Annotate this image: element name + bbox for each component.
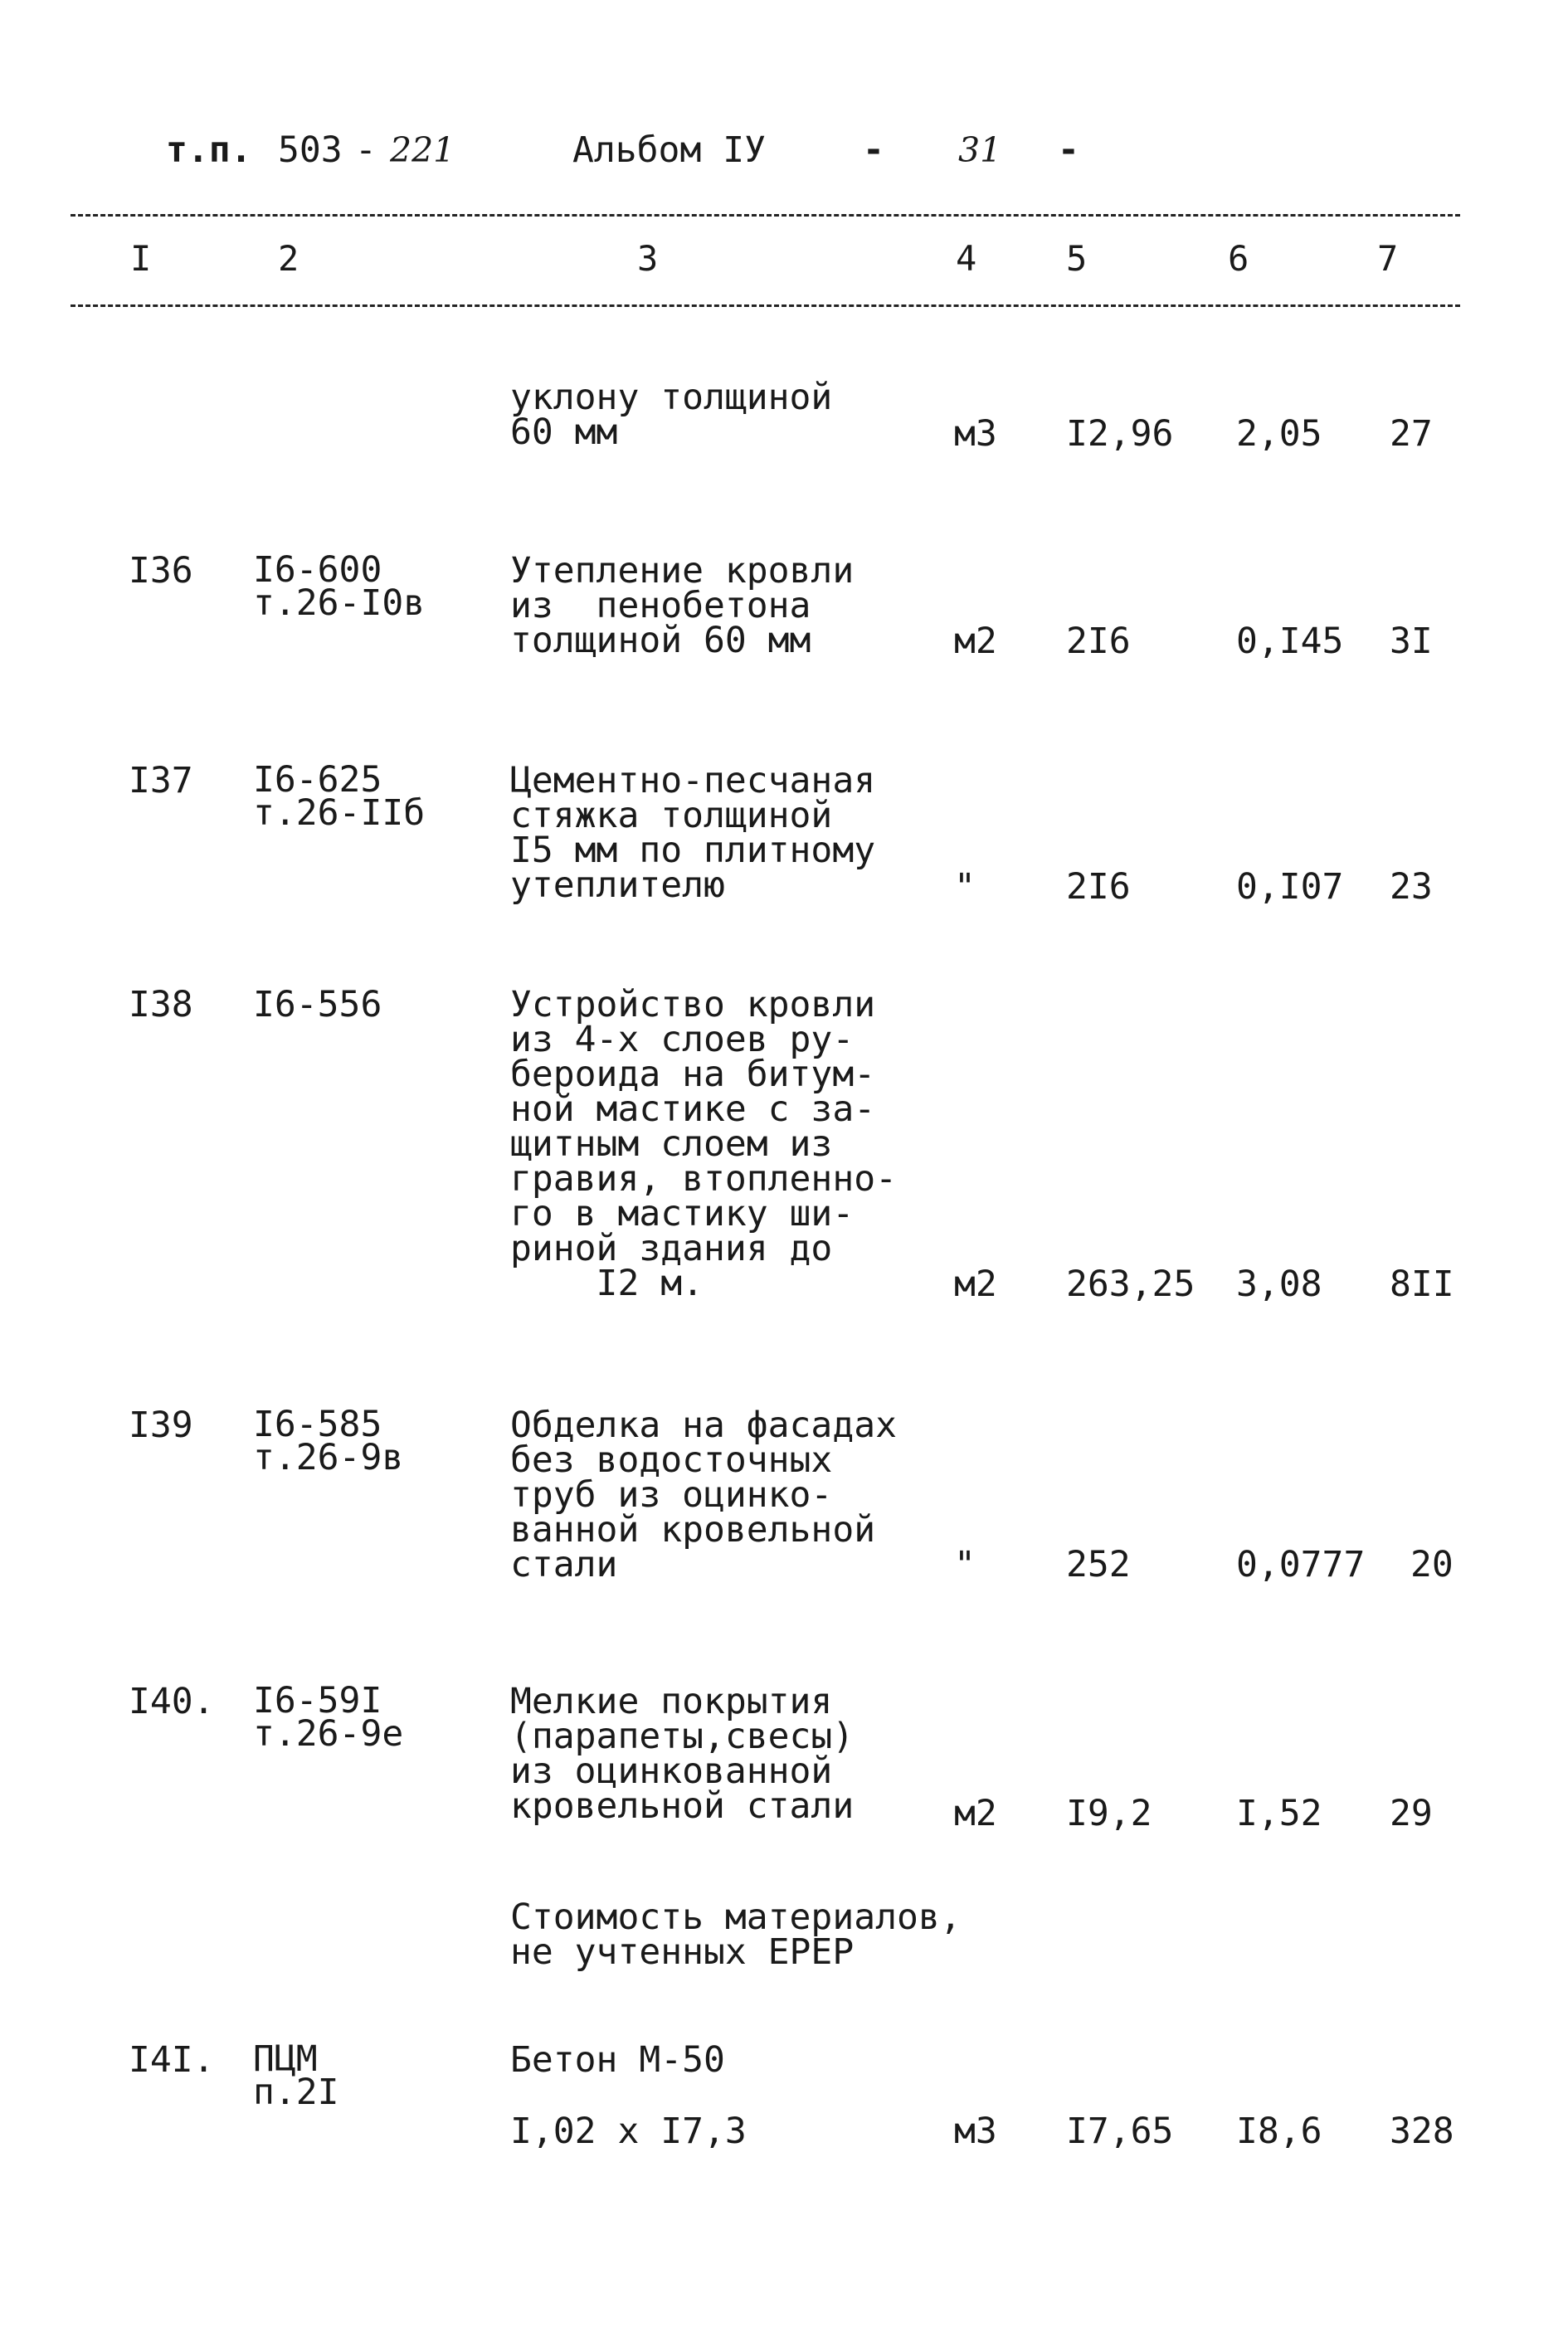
row-unit-price: I,52 [1236, 1793, 1322, 1834]
row-code: I6-59I т.26-9е [253, 1680, 404, 1755]
row-number: I4I. [129, 2039, 215, 2081]
row-code: ПЦМ п.2I [253, 2038, 339, 2113]
row-unit: м2 [954, 1264, 997, 1305]
col-header-7: 7 [1377, 238, 1399, 279]
row-unit-price: 0,I07 [1236, 866, 1344, 908]
row-description: Обделка на фасадах без водосточных труб из оцинко- ванной кровельной стали [510, 1405, 897, 1585]
row-total: 328 [1390, 2111, 1454, 2152]
row-description: Мелкие покрытия (парапеты,свесы) из оцинкованной кровельной стали [510, 1681, 855, 1827]
row-unit: м2 [954, 1793, 997, 1834]
col-header-4: 4 [956, 238, 977, 279]
col-header-5: 5 [1066, 238, 1088, 279]
album-label: Альбом IУ [572, 129, 766, 171]
row-quantity: I7,65 [1066, 2111, 1174, 2152]
row-number: I37 [129, 760, 193, 801]
header-dash-3: - [1058, 129, 1079, 171]
row-description: Устройство кровли из 4-х слоев ру- бероида на битум- ной мастике с за- щитным слоем из гравия, втопленно- го в мастику ши- риной здания до I2 м. [510, 984, 897, 1304]
header-dash-1: - [355, 129, 377, 171]
header-dash-2: - [863, 129, 884, 171]
row-code: I6-556 [253, 984, 382, 1025]
row-total: 23 [1390, 866, 1433, 908]
row-total: 3I [1390, 621, 1433, 662]
row-total: 27 [1390, 413, 1433, 455]
row-quantity: I2,96 [1066, 413, 1174, 455]
row-quantity: 2I6 [1066, 866, 1131, 908]
row-number: I38 [129, 984, 193, 1025]
col-header-1: I [130, 238, 152, 279]
row-quantity: 263,25 [1066, 1264, 1195, 1305]
header-top-rule [71, 214, 1460, 217]
row-number: I36 [129, 550, 193, 592]
row-code: I6-585 т.26-9в [253, 1404, 404, 1478]
row-quantity: 252 [1066, 1544, 1131, 1585]
header-bottom-rule [71, 304, 1460, 307]
col-header-3: 3 [637, 238, 659, 279]
row-unit-price: 2,05 [1236, 413, 1322, 455]
row-total: 20 [1410, 1544, 1454, 1585]
col-header-6: 6 [1228, 238, 1249, 279]
row-unit: м3 [954, 2111, 997, 2152]
row-description: Утепление кровли из пенобетона толщиной 60 мм [510, 550, 855, 661]
row-description: уклону толщиной 60 мм [510, 377, 833, 453]
row-code: I6-600 т.26-I0в [253, 549, 426, 624]
row-formula: I,02 x I7,3 [510, 2111, 747, 2152]
doc-number: 503 [278, 129, 343, 171]
page-number-handwritten: 31 [958, 130, 1002, 170]
row-unit: м3 [954, 413, 997, 455]
doc-prefix: т.п. [166, 129, 252, 171]
section-note: Стоимость материалов, не учтенных ЕРЕР [510, 1897, 962, 1973]
row-unit: " [954, 1544, 976, 1585]
col-header-2: 2 [278, 238, 299, 279]
doc-number-handwritten: 221 [390, 130, 455, 170]
row-code: I6-625 т.26-IIб [253, 759, 426, 834]
row-description: Бетон М-50 [510, 2039, 725, 2081]
row-unit-price: I8,6 [1236, 2111, 1322, 2152]
row-unit: " [954, 866, 976, 908]
row-quantity: I9,2 [1066, 1793, 1152, 1834]
row-number: I40. [129, 1681, 215, 1722]
row-unit-price: 0,0777 [1236, 1544, 1366, 1585]
row-number: I39 [129, 1405, 193, 1446]
row-description: Цементно-песчаная стяжка толщиной I5 мм по плитному утеплителю [510, 760, 876, 906]
row-unit-price: 3,08 [1236, 1264, 1322, 1305]
row-unit: м2 [954, 621, 997, 662]
row-total: 8II [1390, 1264, 1454, 1305]
row-total: 29 [1390, 1793, 1433, 1834]
row-quantity: 2I6 [1066, 621, 1131, 662]
row-unit-price: 0,I45 [1236, 621, 1344, 662]
